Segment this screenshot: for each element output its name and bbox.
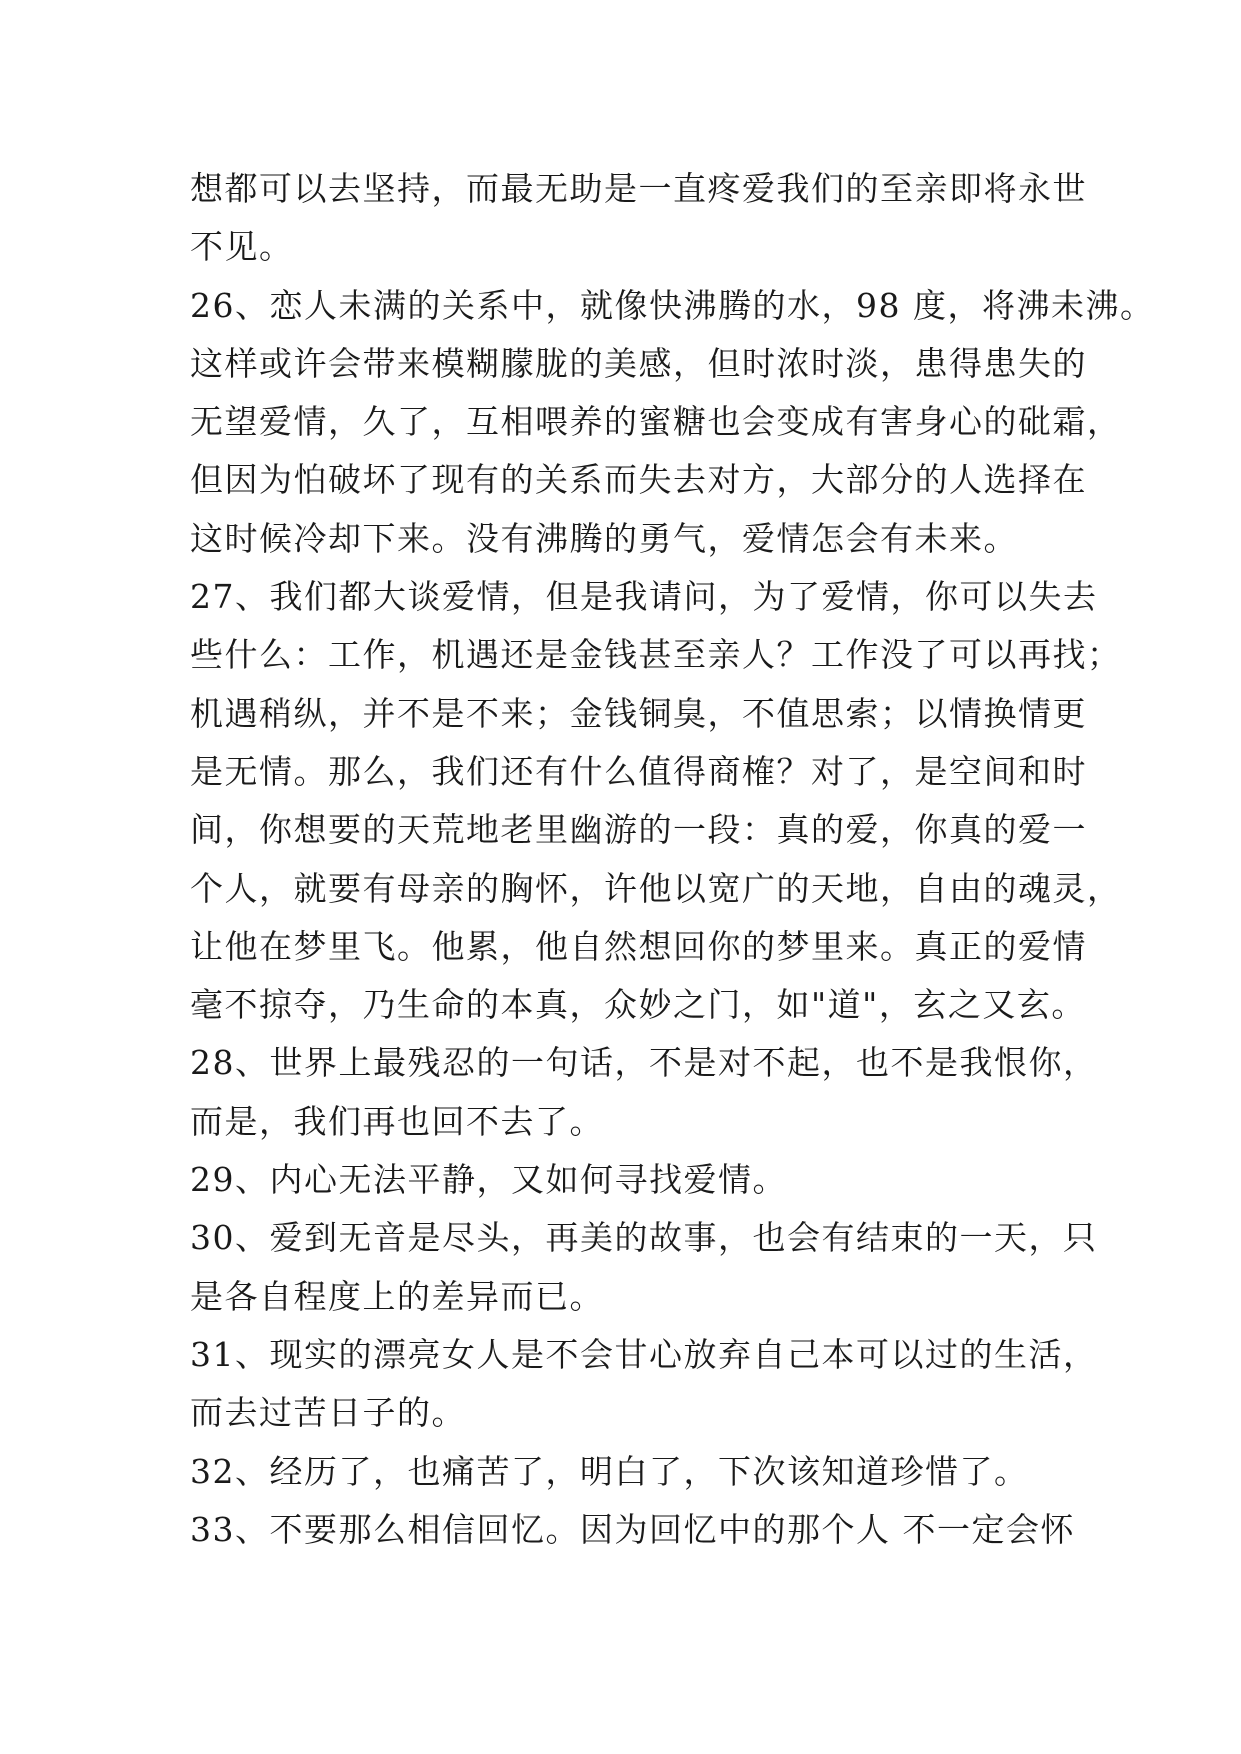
text-line: 30、爱到无音是尽头，再美的故事，也会有结束的一天，只 — [190, 1218, 1098, 1258]
text-line: 个人，就要有母亲的胸怀，许他以宽广的天地，自由的魂灵， — [190, 868, 1122, 908]
text-line: 些什么：工作，机遇还是金钱甚至亲人？工作没了可以再找； — [190, 635, 1122, 675]
text-line: 26、恋人未满的关系中，就像快沸腾的水，98 度，将沸未沸。 — [190, 285, 1155, 325]
text-line: 不见。 — [190, 227, 294, 267]
text-line: 33、不要那么相信回忆。因为回忆中的那个人 不一定会怀 — [190, 1509, 1075, 1549]
body-text — [190, 160, 1155, 1559]
text-line: 是各自程度上的差异而已。 — [190, 1276, 604, 1316]
text-line: 是无情。那么，我们还有什么值得商榷？对了，是空间和时 — [190, 751, 1087, 791]
text-line: 而是，我们再也回不去了。 — [190, 1101, 604, 1141]
text-line: 无望爱情，久了，互相喂养的蜜糖也会变成有害身心的砒霜， — [190, 402, 1122, 442]
text-line: 机遇稍纵，并不是不来；金钱铜臭，不值思索；以情换情更 — [190, 693, 1087, 733]
text-line: 毫不掠夺，乃生命的本真，众妙之门，如"道"，玄之又玄。 — [190, 985, 1086, 1025]
text-line: 27、我们都大谈爱情，但是我请问，为了爱情，你可以失去 — [190, 577, 1098, 617]
text-line: 29、内心无法平静，又如何寻找爱情。 — [190, 1160, 787, 1200]
text-line: 31、现实的漂亮女人是不会甘心放弃自己本可以过的生活， — [190, 1334, 1098, 1374]
text-line: 让他在梦里飞。他累，他自然想回你的梦里来。真正的爱情 — [190, 926, 1087, 966]
text-line: 但因为怕破坏了现有的关系而失去对方，大部分的人选择在 — [190, 460, 1087, 500]
text-line: 这样或许会带来模糊朦胧的美感，但时浓时淡，患得患失的 — [190, 343, 1087, 383]
text-line: 这时候冷却下来。没有沸腾的勇气，爱情怎会有未来。 — [190, 518, 1018, 558]
text-line: 而去过苦日子的。 — [190, 1393, 466, 1433]
text-line: 28、世界上最残忍的一句话，不是对不起，也不是我恨你， — [190, 1043, 1098, 1083]
text-line: 想都可以去坚持，而最无助是一直疼爱我们的至亲即将永世 — [190, 169, 1087, 208]
text-line: 间，你想要的天荒地老里幽游的一段：真的爱，你真的爱一 — [190, 810, 1087, 850]
text-line: 32、经历了，也痛苦了，明白了，下次该知道珍惜了。 — [190, 1451, 1029, 1491]
